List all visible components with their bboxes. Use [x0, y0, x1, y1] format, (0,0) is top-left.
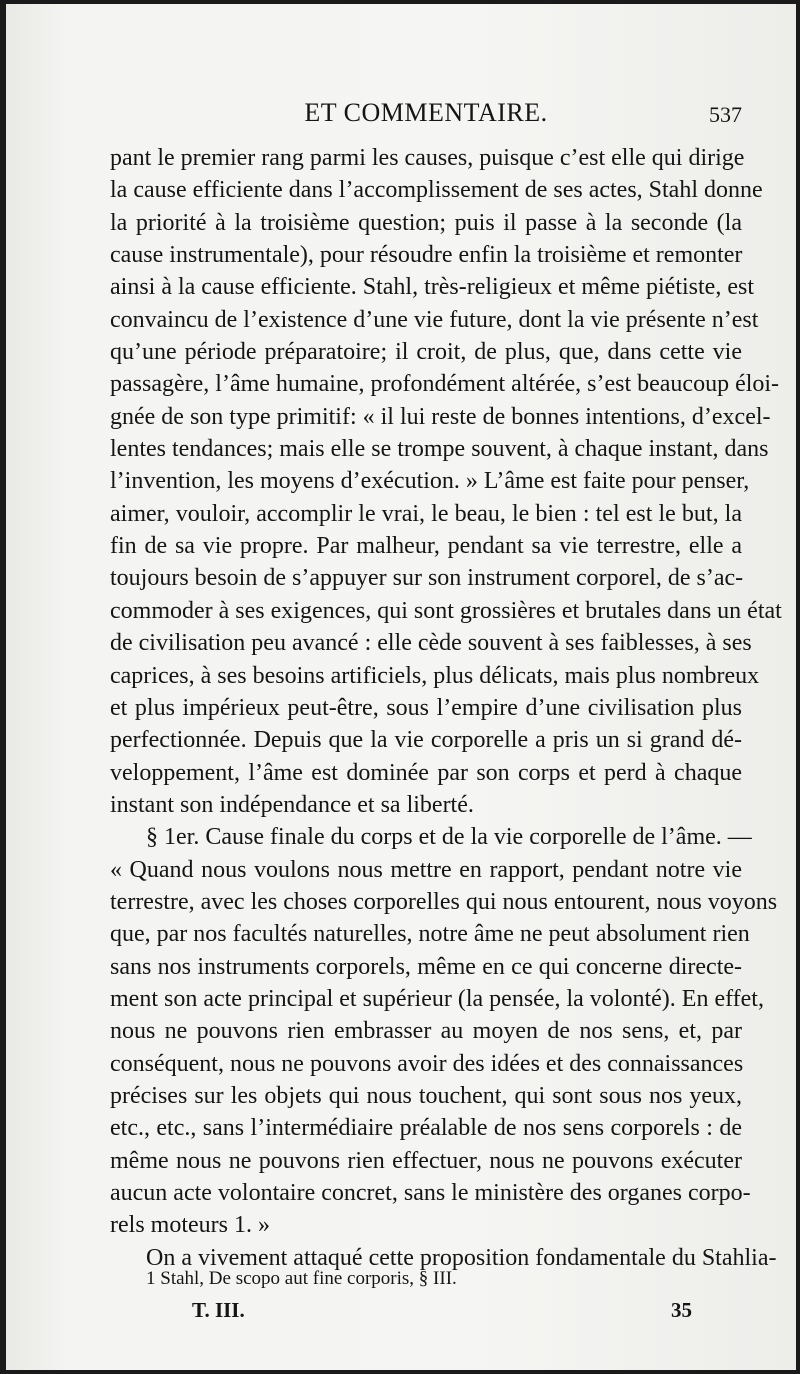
volume-signature: T. III.	[192, 1298, 245, 1322]
text-line: l’invention, les moyens d’exécution. » L’âme est faite pour penser,	[110, 468, 750, 495]
text-line: même nous ne pouvons rien effectuer, nous ne pouvons exécuter	[110, 1147, 742, 1174]
text-line: etc., etc., sans l’intermédiaire préalable de nos sens corporels : de	[110, 1115, 742, 1142]
running-header	[106, 92, 746, 132]
footnote	[146, 1266, 746, 1292]
text-line: perfectionnée. Depuis que la vie corporelle a pris un si grand dé-	[110, 727, 742, 754]
text-line: de civilisation peu avancé : elle cède souvent à ses faiblesses, à ses	[110, 630, 752, 657]
running-title: ET COMMENTAIRE.	[304, 98, 548, 127]
section-heading-line: § 1er. Cause finale du corps et de la vie corporelle de l’âme. —	[146, 824, 752, 851]
text-line: nous ne pouvons rien embrasser au moyen de nos sens, et, par	[110, 1018, 742, 1045]
sheet-number: 35	[671, 1298, 692, 1322]
text-line: la priorité à la troisième question; puis il passe à la seconde (la	[110, 209, 742, 236]
text-line: précises sur les objets qui nous touchent, qui sont sous nos yeux,	[110, 1082, 742, 1109]
text-line: fin de sa vie propre. Par malheur, pendant sa vie terrestre, elle a	[110, 533, 742, 560]
text-line: ainsi à la cause efficiente. Stahl, très-religieux et même piétiste, est	[110, 274, 754, 301]
text-line: la cause efficiente dans l’accomplissement de ses actes, Stahl donne	[110, 177, 763, 204]
text-line: et plus impérieux peut-être, sous l’empire d’une civilisation plus	[110, 694, 742, 721]
body-text	[110, 142, 782, 1274]
text-line: commoder à ses exigences, qui sont grossières et brutales dans un état	[110, 597, 782, 624]
text-line: rels moteurs 1. »	[110, 1212, 270, 1239]
text-line: aucun acte volontaire concret, sans le ministère des organes corpo-	[110, 1180, 751, 1206]
text-line: instant son indépendance et sa liberté.	[110, 791, 474, 818]
book-page	[6, 4, 796, 1370]
footnote-text: 1 Stahl, De scopo aut fine corporis, § III.	[146, 1268, 457, 1289]
text-line: ment son acte principal et supérieur (la pensée, la volonté). En effet,	[110, 985, 764, 1012]
text-line: terrestre, avec les choses corporelles qui nous entourent, nous voyons	[110, 888, 778, 915]
text-line: gnée de son type primitif: « il lui reste de bonnes intentions, d’excel-	[110, 403, 771, 430]
text-line: convaincu de l’existence d’une vie future, dont la vie présente n’est	[110, 306, 759, 333]
text-line: sans nos instruments corporels, même en ce qui concerne directe-	[110, 953, 742, 980]
text-line: On a vivement attaqué cette proposition fondamentale du Stahlia-	[146, 1244, 777, 1271]
text-line: cause instrumentale), pour résoudre enfin la troisième et remonter	[110, 242, 743, 269]
text-line: lentes tendances; mais elle se trompe souvent, à chaque instant, dans	[110, 436, 769, 463]
text-line: « Quand nous voulons nous mettre en rapport, pendant notre vie	[110, 856, 742, 883]
text-line: pant le premier rang parmi les causes, puisque c’est elle qui dirige	[110, 145, 745, 171]
page-number: 537	[709, 102, 742, 127]
text-line: caprices, à ses besoins artificiels, plus délicats, mais plus nombreux	[110, 662, 760, 689]
text-line: que, par nos facultés naturelles, notre âme ne peut absolument rien	[110, 921, 750, 948]
text-line: qu’une période préparatoire; il croit, de plus, que, dans cette vie	[110, 339, 742, 366]
text-line: veloppement, l’âme est dominée par son corps et perd à chaque	[110, 759, 742, 786]
text-line: toujours besoin de s’appuyer sur son instrument corporel, de s’ac-	[110, 565, 744, 592]
text-line: aimer, vouloir, accomplir le vrai, le beau, le bien : tel est le but, la	[110, 500, 742, 527]
signature-line	[192, 1298, 692, 1328]
text-line: passagère, l’âme humaine, profondément altérée, s’est beaucoup éloi-	[110, 371, 780, 398]
text-line: conséquent, nous ne pouvons avoir des idées et des connaissances	[110, 1050, 744, 1077]
